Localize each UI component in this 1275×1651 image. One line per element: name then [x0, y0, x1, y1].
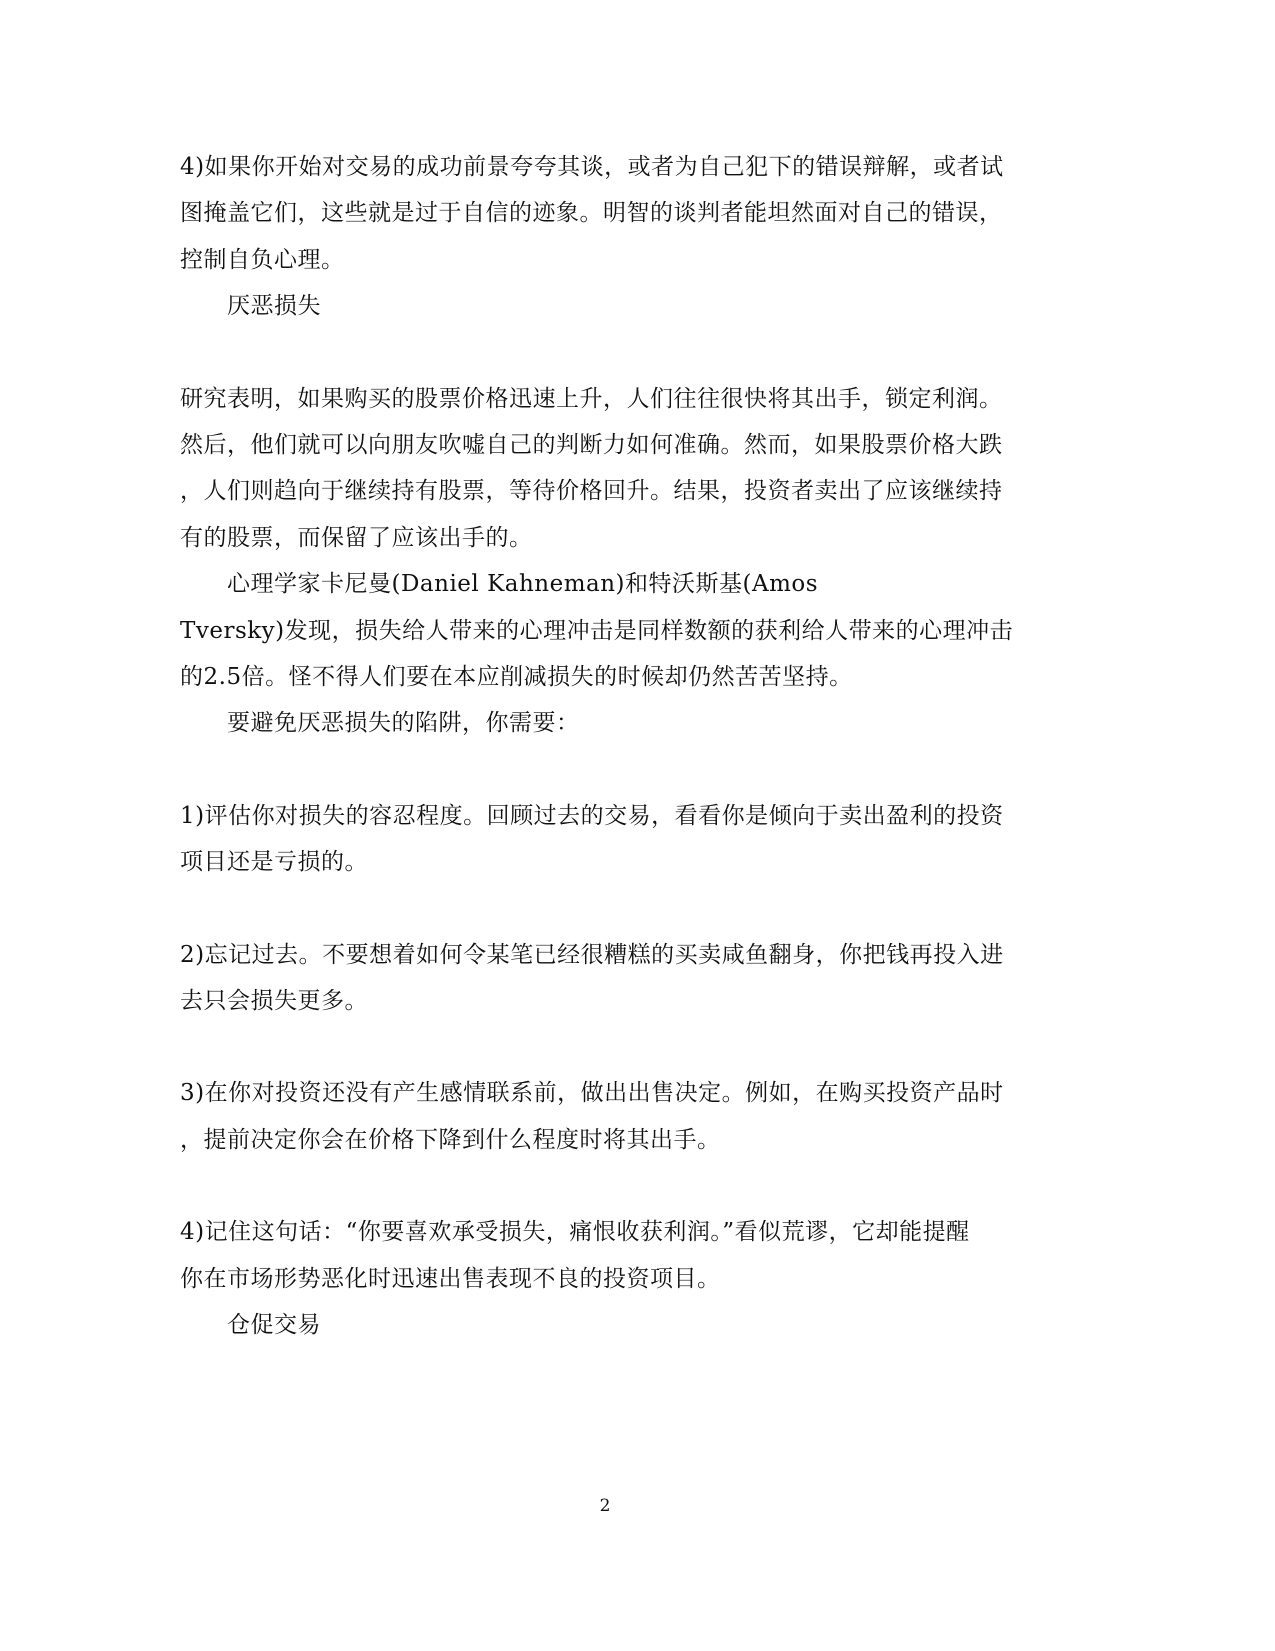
paragraph-1-line-1: 4)如果你开始对交易的成功前景夸夸其谈，或者为自己犯下的错误辩解，或者试 [180, 154, 1004, 180]
page-number: 2 [599, 1496, 611, 1516]
paragraph-2-line-3: ，人们则趋向于继续持有股票，等待价格回升。结果，投资者卖出了应该继续持 [180, 478, 1003, 504]
paragraph-2-line-1: 研究表明，如果购买的股票价格迅速上升，人们往往很快将其出手，锁定利润。 [180, 386, 1003, 412]
list-item-2-line-2: 去只会损失更多。 [180, 988, 368, 1014]
list-item-3-line-2: ，提前决定你会在价格下降到什么程度时将其出手。 [180, 1127, 721, 1153]
section-heading-loss-aversion: 厌恶损失 [227, 293, 321, 319]
paragraph-4-line-1: 要避免厌恶损失的陷阱，你需要： [227, 710, 580, 736]
list-item-2-line-1: 2)忘记过去。不要想着如何令某笔已经很糟糕的买卖咸鱼翻身，你把钱再投入进 [180, 942, 1004, 968]
section-heading-hasty-trading: 仓促交易 [227, 1312, 321, 1338]
paragraph-3-line-1: 心理学家卡尼曼(Daniel Kahneman)和特沃斯基(Amos [227, 571, 819, 597]
paragraph-3-line-2: Tversky)发现，损失给人带来的心理冲击是同样数额的获利给人带来的心理冲击 [180, 618, 1014, 644]
paragraph-2-line-4: 有的股票，而保留了应该出手的。 [180, 525, 533, 551]
paragraph-1-line-3: 控制自负心理。 [180, 247, 345, 273]
list-item-4-line-1: 4)记住这句话：“你要喜欢承受损失，痛恨收获利润。”看似荒谬，它却能提醒 [180, 1219, 970, 1245]
list-item-3-line-1: 3)在你对投资还没有产生感情联系前，做出出售决定。例如，在购买投资产品时 [180, 1080, 1004, 1106]
list-item-1-line-1: 1)评估你对损失的容忍程度。回顾过去的交易，看看你是倾向于卖出盈利的投资 [180, 803, 1004, 829]
list-item-1-line-2: 项目还是亏损的。 [180, 849, 368, 875]
paragraph-1-line-2: 图掩盖它们，这些就是过于自信的迹象。明智的谈判者能坦然面对自己的错误， [180, 200, 1003, 226]
paragraph-2-line-2: 然后，他们就可以向朋友吹嘘自己的判断力如何准确。然而，如果股票价格大跌 [180, 432, 1003, 458]
list-item-4-line-2: 你在市场形势恶化时迅速出售表现不良的投资项目。 [180, 1266, 721, 1292]
paragraph-3-line-3: 的2.5倍。怪不得人们要在本应削减损失的时候却仍然苦苦坚持。 [180, 664, 853, 690]
